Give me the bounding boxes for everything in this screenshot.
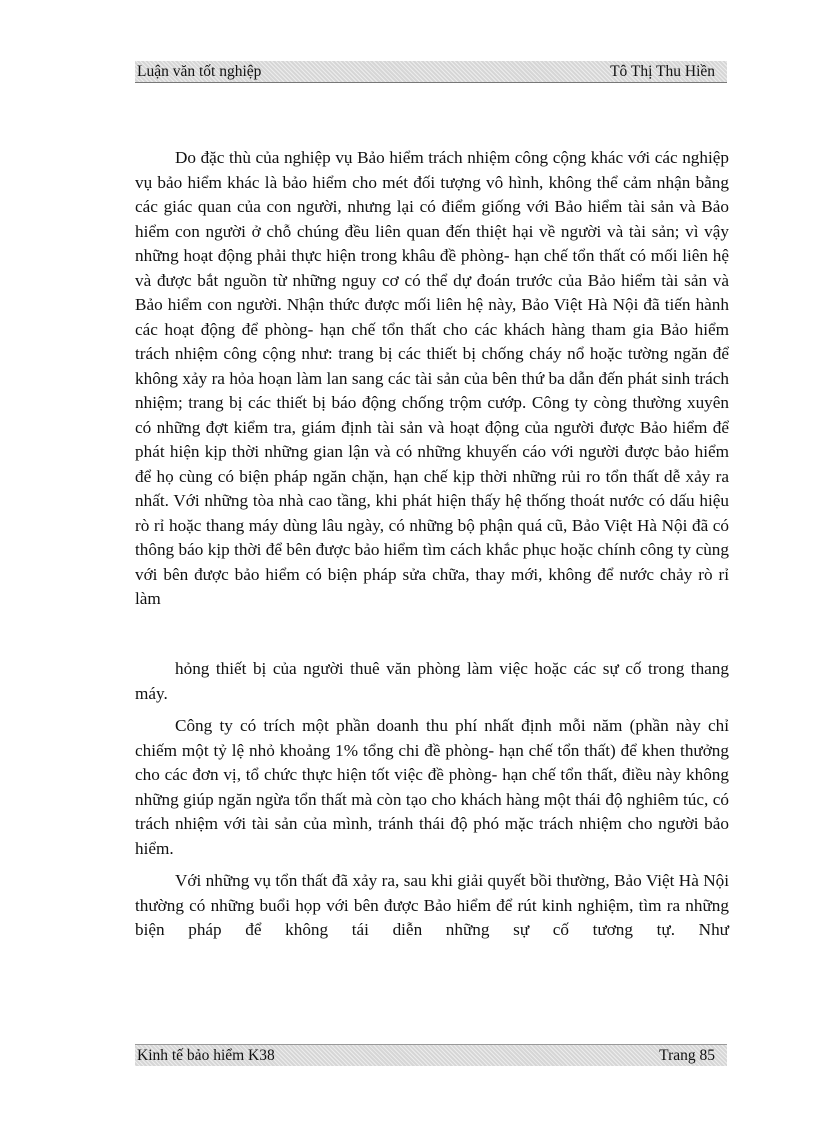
paragraph-1-continuation: hỏng thiết bị của người thuê văn phòng làm việc hoặc các sự cố trong thang máy. (135, 659, 729, 703)
page-number: Trang 85 (659, 1046, 715, 1064)
paragraph-1: Do đặc thù của nghiệp vụ Bảo hiểm trách nhiệm công cộng khác với các nghiệp vụ bảo hiểm khác là bảo hiểm cho mét đối tượng vô hình, không thể cảm nhận bằng các giác quan của con người, nhưng lại có điểm giống với Bảo hiểm tài sản và Bảo hiểm con người ở chỗ chúng đều liên quan đến thiệt hại về người và tài sản; vì vậy những hoạt động phải thực hiện trong khâu đề phòng- hạn chế tổn thất có mối liên hệ và được bắt nguồn từ những nguy cơ có thể dự đoán trước của Bảo hiểm tài sản và Bảo hiểm con người. Nhận thức được mối liên hệ này, Bảo Việt Hà Nội đã tiến hành các hoạt động để phòng- hạn chế tổn thất cho các khách hàng tham gia Bảo hiểm trách nhiệm công cộng như: trang bị các thiết bị chống cháy nổ hoặc tường ngăn để không xảy ra hỏa hoạn làm lan sang các tài sản của bên thứ ba dẫn đến phát sinh trách nhiệm; trang bị các thiết bị báo động chống trộm cướp. Công ty còng thường xuyên có những đợt kiểm tra, giám định tài sản và hoạt động của người được Bảo hiểm để phát hiện kịp thời những gian lận và có những khuyến cáo với người được bảo hiểm để họ cùng có biện pháp ngăn chặn, hạn chế kịp thời những rủi ro tổn thất dễ xảy ra nhất. Với những tòa nhà cao tầng, khi phát hiện thấy hệ thống thoát nước có dấu hiệu rò rỉ hoặc thang máy dùng lâu ngày, có những bộ phận quá cũ, Bảo Việt Hà Nội đã có thông báo kịp thời để bên được bảo hiểm tìm cách khắc phục hoặc chính công ty cùng với bên được bảo hiểm có biện pháp sửa chữa, thay mới, không để nước chảy rò rỉ làm (135, 148, 729, 608)
paragraph-3: Với những vụ tổn thất đã xảy ra, sau khi giải quyết bồi thường, Bảo Việt Hà Nội thường có những buổi họp với bên được Bảo hiểm để rút kinh nghiệm, tìm ra những biện pháp để không tái diễn những sự cố tương tự. Như (135, 871, 729, 939)
page-header (135, 61, 727, 83)
paragraph-2: Công ty có trích một phần doanh thu phí nhất định mỗi năm (phần này chỉ chiếm một tỷ lệ nhỏ khoảng 1% tổng chi đề phòng- hạn chế tổn thất) để khen thưởng cho các đơn vị, tổ chức thực hiện tốt việc đề phòng- hạn chế tổn thất, điều này không những giúp ngăn ngừa tổn thất mà còn tạo cho khách hàng một thái độ nghiêm túc, có trách nhiệm với tài sản của mình, tránh thái độ phó mặc trách nhiệm cho người bảo hiểm. (135, 716, 729, 858)
footer-course: Kinh tế bảo hiểm K38 (137, 1046, 275, 1064)
body-block-2 (135, 657, 729, 943)
body-block-1 (135, 146, 729, 612)
header-title: Luận văn tốt nghiệp (137, 62, 262, 80)
page-footer (135, 1044, 727, 1066)
header-author: Tô Thị Thu Hiền (610, 62, 715, 80)
